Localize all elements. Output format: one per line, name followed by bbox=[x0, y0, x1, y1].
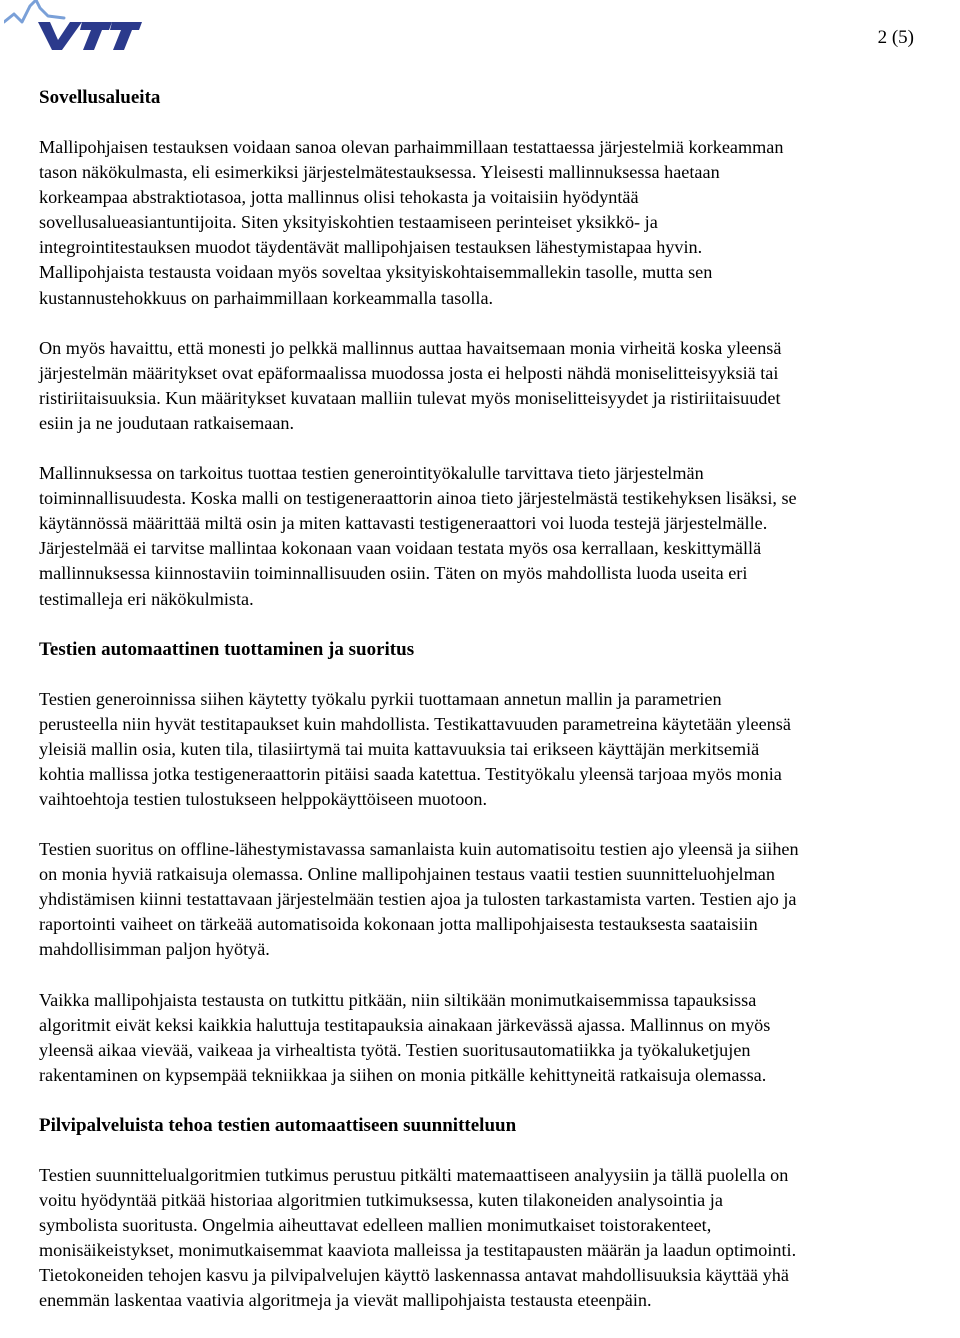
document-body bbox=[39, 85, 959, 1338]
paragraph bbox=[39, 336, 959, 436]
paragraph bbox=[39, 988, 959, 1088]
text-line: Vaikka mallipohjaista testausta on tutkittu pitkään, niin siltikään monimutkaisemmissa tapauksissa bbox=[39, 989, 757, 1010]
paragraph bbox=[39, 461, 959, 612]
text-line: voitu hyödyntää pitkää historiaa algoritmien tutkimuksessa, kuten tilakoneiden analysointia ja bbox=[39, 1190, 723, 1210]
text-line: Testien suunnittelualgoritmien tutkimus perustuu pitkälti matemaattiseen analyysiin ja tällä puolella on bbox=[39, 1164, 789, 1185]
text-line: korkeampaa abstraktiotasoa, jotta mallinnus olisi tehokasta ja voitaisiin hyödyntää bbox=[39, 187, 639, 208]
text-line: yhdistämisen kiinni testattavaan järjestelmään testien ajoa ja tulosten tarkastamista varten. Testien ajo ja bbox=[39, 889, 797, 910]
paragraph bbox=[39, 1163, 959, 1314]
text-line: esiin ja ne joudutaan ratkaisemaan. bbox=[39, 412, 295, 433]
paragraph bbox=[39, 687, 959, 812]
text-line: toiminnallisuudesta. Koska malli on testigeneraattorin ainoa tieto järjestelmästä testikehyksen lisäksi, se bbox=[39, 488, 797, 509]
text-line: monisäikeistykset, monimutkaisemmat kaaviota malleissa ja testitapausten määrän ja laadun optimointi. bbox=[39, 1240, 797, 1261]
text-line: perusteella niin hyvät testitapaukset kuin mahdollista. Testikattavuuden parametreina käytetään yleensä bbox=[39, 713, 791, 734]
text-line: Järjestelmää ei tarvitse mallintaa kokonaan vaan voidaan testata myös osa kerrallaan, keskittymällä bbox=[39, 538, 762, 559]
text-line: Testien generoinnissa siihen käytetty työkalu pyrkii tuottamaan annetun mallin ja parametrien bbox=[39, 688, 722, 709]
text-line: integrointitestauksen muodot täydentävät mallipohjaisen testauksen lähestymistapaa hyvin. bbox=[39, 237, 703, 258]
paragraph bbox=[39, 135, 959, 311]
text-line: yleisiä mallin osia, kuten tila, tilasiirtymä tai muita kattavuuksia tai erikseen käyttäjän merkitsemiä bbox=[39, 738, 760, 759]
text-line: on monia hyviä ratkaisuja olemassa. Online mallipohjainen testaus vaatii testien suunnitteluohjelman bbox=[39, 864, 775, 885]
text-line: mahdollisimman paljon hyötyä. bbox=[39, 939, 270, 960]
text-line: järjestelmän määritykset ovat epäformaalissa muodossa josta ei helposti nähdä moniselitteisyyksiä tai bbox=[39, 362, 779, 383]
text-line: On myös havaittu, että monesti jo pelkkä mallinnus auttaa havaitsemaan monia virheitä koska yleensä bbox=[39, 337, 782, 358]
text-line: yleensä aikaa vievää, vaikeaa ja virhealtista työtä. Testien suoritusautomatiikka ja työkaluketjujen bbox=[39, 1039, 751, 1060]
text-line: Mallipohjaisen testauksen voidaan sanoa olevan parhaimmillaan testattaessa järjestelmiä korkeamman bbox=[39, 137, 784, 157]
text-line: symbolista suoritusta. Ongelmia aiheuttavat edelleen mallien monimutkaiset toistorakenteet, bbox=[39, 1215, 712, 1236]
text-line: Testien suoritus on offline-lähestymistavassa samanlaista kuin automatisoitu testien ajo yleensä ja siihen bbox=[39, 839, 799, 860]
text-line: Tietokoneiden tehojen kasvu ja pilvipalvelujen käyttö laskennassa antavat mahdollisuuksia käyttää yhä bbox=[39, 1265, 789, 1286]
text-line: vaihtoehtoja testien tulostukseen helppokäyttöiseen muotoon. bbox=[39, 788, 488, 809]
section-heading: Sovellusalueita bbox=[39, 87, 161, 108]
text-line: mallinnuksessa kiinnostaviin toiminnallisuuden osiin. Täten on myös mahdollista luoda useita eri bbox=[39, 563, 748, 584]
paragraph bbox=[39, 837, 959, 962]
text-line: raportointi vaiheet on tärkeää automatisoida kokonaan jotta mallipohjaisesta testauksesta saataisiin bbox=[39, 914, 758, 935]
vtt-logo bbox=[4, 0, 144, 52]
text-line: enemmän laskentaa vaativia algoritmeja ja vievät mallipohjaista testausta eteenpäin. bbox=[39, 1290, 652, 1311]
text-line: ristiriitaisuuksia. Kun määritykset kuvataan malliin tulevat myös moniselitteisyydet ja ristiriitaisuudet bbox=[39, 387, 781, 408]
text-line: algoritmit eivät keksi kaikkia haluttuja testitapauksia ainakaan järkevässä ajassa. Mallinnus on myös bbox=[39, 1014, 771, 1035]
text-line: tason näkökulmasta, eli esimerkiksi järjestelmätestauksessa. Yleisesti mallinnuksessa haetaan bbox=[39, 162, 720, 183]
vtt-logo-graphic bbox=[4, 0, 144, 52]
section-heading: Testien automaattinen tuottaminen ja suoritus bbox=[39, 638, 415, 660]
text-line: Mallipohjaista testausta voidaan myös soveltaa yksityiskohtaisemmallekin tasolle, mutta sen bbox=[39, 262, 713, 283]
text-line: kohtia mallissa jotka testigeneraattorin pitäisi saada katettua. Testityökalu yleensä tarjoaa myös monia bbox=[39, 763, 782, 784]
text-line: Mallinnuksessa on tarkoitus tuottaa testien generointityökalulle tarvittava tieto järjestelmän bbox=[39, 463, 704, 484]
text-line: käytännössä määrittää miltä osin ja miten kattavasti testigeneraattori voi luoda testejä järjestelmälle. bbox=[39, 513, 768, 534]
text-line: testimalleja eri näkökulmista. bbox=[39, 588, 254, 609]
section-heading: Pilvipalveluista tehoa testien automaattiseen suunnitteluun bbox=[39, 1114, 517, 1136]
page-number: 2 (5) bbox=[877, 27, 914, 48]
text-line: sovellusalueasiantuntijoita. Siten yksityiskohtien testaamiseen perinteiset yksikkö- ja bbox=[39, 212, 658, 233]
text-line: rakentaminen on kypsempää tekniikkaa ja siihen on monia pitkälle kehittyneitä ratkaisuja olemassa. bbox=[39, 1064, 767, 1085]
text-line: kustannustehokkuus on parhaimmillaan korkeammalla tasolla. bbox=[39, 287, 494, 308]
